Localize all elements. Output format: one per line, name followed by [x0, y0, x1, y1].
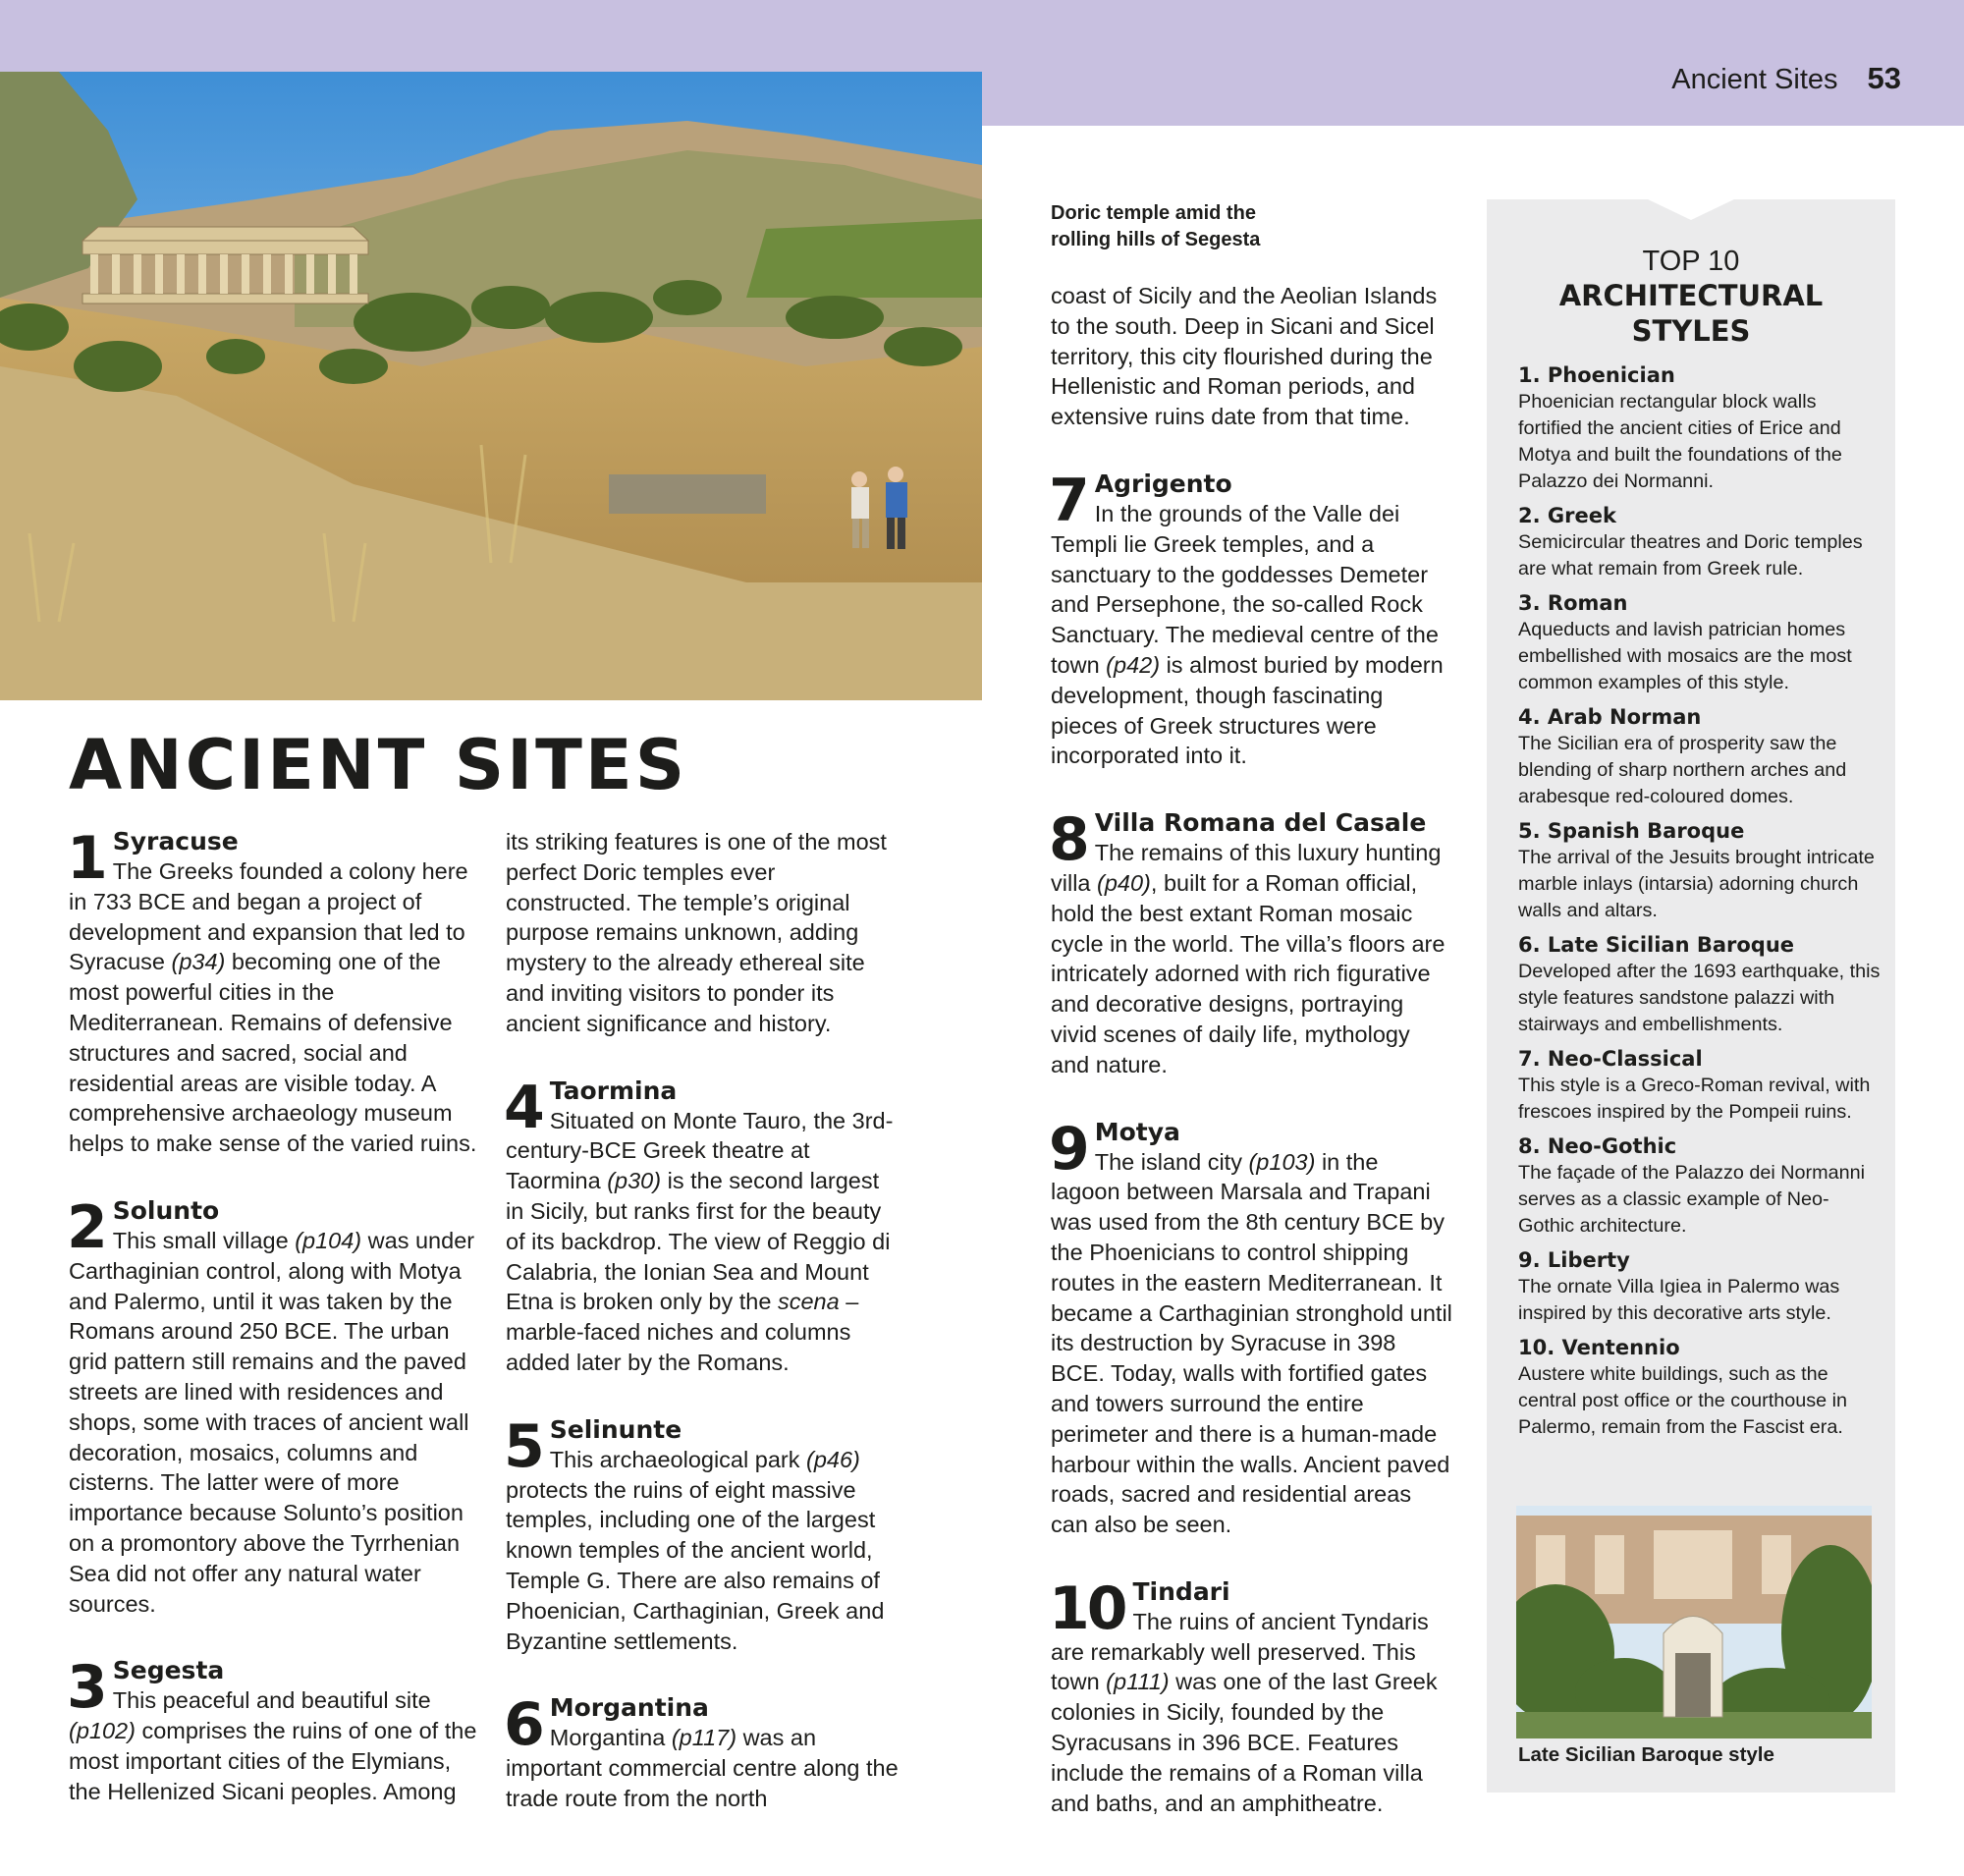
page-number: 53 [1867, 61, 1901, 95]
list-item: 2. Greek Semicircular theatres and Doric temples are what remain from Greek rule. [1518, 504, 1863, 579]
segesta-landscape-image [0, 72, 982, 700]
sidebar-title: ARCHITECTURAL STYLES [1558, 279, 1824, 348]
list-item: 5. Spanish Baroque The arrival of the Jesuits brought intricate marble inlays (intarsia) adorning church walls and altars. [1518, 819, 1875, 921]
entry-title: Selinunte [549, 1414, 682, 1444]
list-item: 9. Liberty The ornate Villa Igiea in Palermo was inspired by this decorative arts style. [1518, 1248, 1840, 1324]
entry-body: This archaeological park (p46) protects the ruins of eight massive temples, including one of the largest known temples of the ancient world, Temple G. There are also remains of Phoenician, Carthaginian, Greek and Byzantine settlements. [506, 1446, 885, 1654]
entry-title: Motya [1094, 1117, 1180, 1146]
entry-morgantina [504, 1690, 899, 1813]
hero-photo-caption [1051, 200, 1336, 253]
entry-segesta-continued [506, 827, 899, 1039]
entry-title: Segesta [112, 1656, 225, 1685]
entry-body: Morgantina (p117) was an important commercial centre along the trade route from the north [506, 1725, 899, 1811]
entry-body: The Greeks founded a colony here in 733 BCE and began a project of development and expansion that led to Syracuse (p34) becoming one of the most powerful cities in the Mediterranean. Remains of defensive structures and sacred, social and residential areas are visible today. A comprehensive archaeology museum helps to make sense of the varied ruins. [69, 858, 477, 1157]
entry-motya [1049, 1114, 1453, 1540]
entry-number: 10 [1049, 1573, 1125, 1643]
entry-number: 5 [504, 1411, 542, 1481]
entry-title: Villa Romana del Casale [1094, 808, 1427, 838]
entry-body: This peaceful and beautiful site (p102) comprises the ruins of one of the most important cities of the Elymians, the Hellenized Sicani peoples. Among [69, 1687, 477, 1804]
entry-number: 8 [1049, 805, 1087, 875]
entry-number: 2 [67, 1192, 105, 1262]
entry-body: In the grounds of the Valle dei Templi lie Greek temples, and a sanctuary to the goddesses Demeter and Persephone, the so-called Rock Sanctuary. The medieval centre of the town (p42) is almost buried by modern development, though fascinating pieces of Greek structures were incorporated into it. [1051, 500, 1444, 769]
baroque-courtyard-image [1516, 1506, 1872, 1738]
entry-body: its striking features is one of the most perfect Doric temples ever constructed. The temple’s original purpose remains unknown, adding mystery to the already ethereal site and inviting visitors to ponder its ancient significance and history. [506, 829, 887, 1036]
list-item: 10. Ventennio Austere white buildings, such as the central post office or the courthouse in Palermo, remain from the Fascist era. [1518, 1336, 1848, 1438]
text-column-2 [506, 827, 899, 1851]
list-item: 8. Neo-Gothic The façade of the Palazzo dei Normanni serves as a classic example of Neo-Gothic architecture. [1518, 1134, 1865, 1237]
list-item: 1. Phoenician Phoenician rectangular block walls fortified the ancient cities of Erice and Motya and built the foundations of the Palazzo dei Normanni. [1518, 363, 1842, 492]
entry-number: 9 [1049, 1114, 1087, 1184]
list-item: 7. Neo-Classical This style is a Greco-Roman revival, with frescoes inspired by the Pompeii ruins. [1518, 1047, 1871, 1123]
entry-title: Morgantina [549, 1693, 709, 1723]
baroque-photo [1516, 1506, 1872, 1738]
entry-body: The island city (p103) in the lagoon between Marsala and Trapani was used from the 8th century BCE by the Phoenicians to control shipping routes in the eastern Mediterranean. It became a Carthaginian stronghold until its destruction by Syracuse in 398 BCE. Today, walls with fortified gates and towers surround the entire perimeter and there is a human-made harbour within the walls. Ancient paved roads, sacred and residential areas can also be seen. [1051, 1148, 1452, 1538]
entry-body: This small village (p104) was under Carthaginian control, along with Motya and Palermo, until it was taken by the Romans around 250 BCE. The urban grid pattern still remains and the paved streets are lined with residences and shops, some with traces of ancient wall decoration, mosaics, columns and cisterns. The latter were of more importance because Solunto’s position on a promontory above the Tyrrhenian Sea did not offer any natural water sources. [69, 1227, 475, 1617]
entry-body: Situated on Monte Tauro, the 3rd-century-BCE Greek theatre at Taormina (p30) is the second largest in Sicily, but ranks first for the beauty of its backdrop. The view of Reggio di Calabria, the Ionian Sea and Mount Etna is broken only by the scena – marble-faced niches and columns added later by the Romans. [506, 1107, 894, 1375]
entry-title: Syracuse [112, 827, 239, 855]
entry-taormina [504, 1073, 899, 1378]
running-head [1671, 61, 1901, 96]
sidebar-kicker: TOP 10 [1642, 246, 1740, 277]
text-column-1 [67, 824, 479, 1845]
entry-body: The remains of this luxury hunting villa (p40), built for a Roman official, hold the best extant Roman mosaic cycle in the world. The villa’s floors are intricately adorned with rich figurative and decorative designs, portraying vivid scenes of daily life, mythology and nature. [1051, 840, 1446, 1077]
hero-photo-segesta [0, 72, 982, 700]
entry-agrigento [1049, 466, 1453, 771]
entry-number: 7 [1049, 466, 1087, 535]
entry-body: coast of Sicily and the Aeolian Islands to the south. Deep in Sicani and Sicel territory, this city flourished during the Hellenistic and Roman periods, and extensive ruins date from that time. [1051, 283, 1438, 430]
section-name: Ancient Sites [1671, 64, 1838, 95]
entry-selinunte [504, 1411, 899, 1657]
entry-villa-romana-del-casale [1049, 805, 1453, 1079]
caption-line-2: rolling hills of Segesta [1051, 229, 1261, 250]
page-title: ANCIENT SITES [69, 725, 688, 805]
entry-body: The ruins of ancient Tyndaris are remarkably well preserved. This town (p111) was one of the last Greek colonies in Sicily, founded by the Syracusans in 396 BCE. Features include the remains of a Roman villa and baths, and an amphitheatre. [1051, 1608, 1438, 1816]
entry-number: 4 [504, 1073, 542, 1142]
entry-tindari [1049, 1573, 1453, 1819]
entry-morgantina-continued [1051, 281, 1453, 432]
entry-title: Tindari [1132, 1576, 1230, 1606]
sidebar-notch [1646, 198, 1736, 220]
entry-syracuse [67, 824, 479, 1159]
caption-line-1: Doric temple amid the [1051, 202, 1256, 224]
list-item: 3. Roman Aqueducts and lavish patrician homes embellished with mosaics are the most common examples of this style. [1518, 591, 1852, 693]
entry-title: Solunto [112, 1195, 220, 1225]
entry-number: 3 [67, 1653, 105, 1723]
top10-sidebar [1487, 199, 1895, 1793]
list-item: 4. Arab Norman The Sicilian era of prosperity saw the blending of sharp northern arches and arabesque red-coloured domes. [1518, 705, 1847, 807]
entry-solunto [67, 1192, 479, 1619]
entry-title: Agrigento [1094, 469, 1232, 498]
baroque-photo-caption: Late Sicilian Baroque style [1518, 1743, 1774, 1766]
entry-title: Taormina [549, 1076, 678, 1105]
entry-number: 6 [504, 1690, 542, 1760]
list-item: 6. Late Sicilian Baroque Developed after the 1693 earthquake, this style features sandstone palazzi with stairways and embellishments. [1518, 933, 1881, 1035]
architectural-styles-list [1518, 362, 1883, 1441]
text-column-3 [1051, 281, 1453, 1855]
entry-segesta [67, 1653, 479, 1806]
entry-number: 1 [67, 824, 105, 893]
